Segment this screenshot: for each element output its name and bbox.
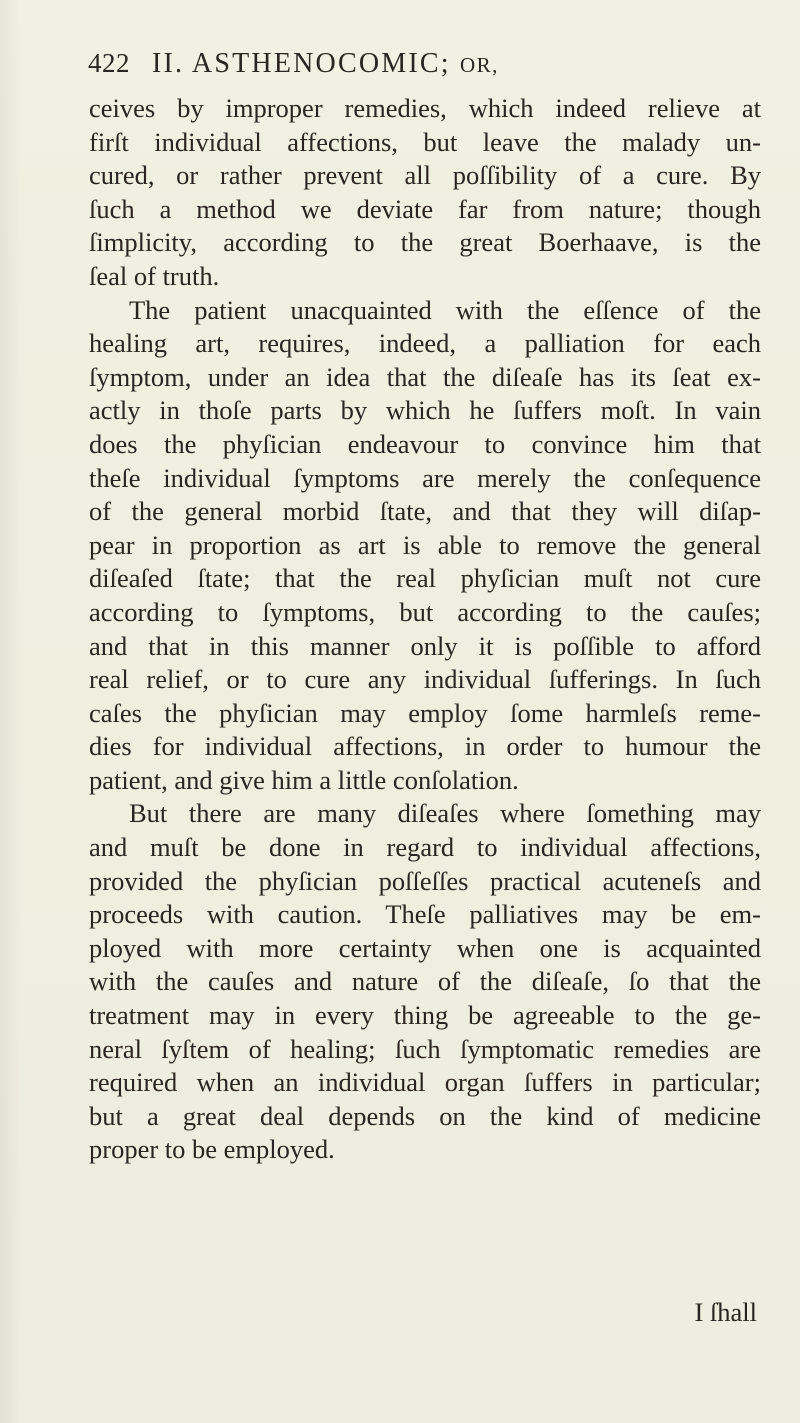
text-line: caſes the phyſician may employ ſome harmleſs reme- xyxy=(89,697,761,728)
text-line: But there are many diſeaſes where ſomething may xyxy=(129,798,761,829)
text-line: required when an individual organ ſuffers in particular; xyxy=(89,1067,761,1098)
text-line: provided the phyſician poſſeſſes practical acuteneſs and xyxy=(89,865,761,896)
text-line: with the cauſes and nature of the diſeaſe, ſo that the xyxy=(89,966,761,997)
running-head xyxy=(152,48,499,80)
text-line: ployed with more certainty when one is acquainted xyxy=(89,932,761,963)
running-head-small: OR, xyxy=(459,53,499,77)
text-line: and muſt be done in regard to individual affections, xyxy=(89,832,761,863)
text-line: ceives by improper remedies, which indeed relieve at xyxy=(89,93,761,123)
text-line: cured, or rather prevent all poſſibility of a cure. By xyxy=(89,160,761,191)
running-head-main: II. ASTHENOCOMIC; xyxy=(152,48,451,79)
text-line: real relief, or to cure any individual ſufferings. In ſuch xyxy=(89,664,761,695)
text-line: actly in thoſe parts by which he ſuffers moſt. In vain xyxy=(89,395,761,426)
text-line: ſimplicity, according to the great Boerhaave, is the xyxy=(89,227,761,258)
text-line: proper to be employed. xyxy=(89,1134,335,1165)
text-line: patient, and give him a little conſolation. xyxy=(89,764,519,795)
body-text xyxy=(89,92,761,1167)
page-gutter-shadow xyxy=(0,0,22,1423)
text-line: according to ſymptoms, but according to the cauſes; xyxy=(89,596,761,627)
text-line: treatment may in every thing be agreeable to the ge- xyxy=(89,1000,761,1031)
page-header xyxy=(88,48,758,92)
text-line: does the phyſician endeavour to convince him that xyxy=(89,428,761,459)
text-line: but a great deal depends on the kind of medicine xyxy=(89,1100,761,1131)
page-number: 422 xyxy=(88,48,130,78)
text-line: neral ſyſtem of healing; ſuch ſymptomatic remedies are xyxy=(89,1033,761,1064)
text-line: healing art, requires, indeed, a palliation for each xyxy=(89,328,761,359)
text-line: diſeaſed ſtate; that the real phyſician muſt not cure xyxy=(89,563,761,594)
catchword: I ſhall xyxy=(694,1297,757,1327)
text-line: pear in proportion as art is able to remove the general xyxy=(89,529,761,560)
text-line: ſeal of truth. xyxy=(89,260,220,291)
text-line: proceeds with caution. Theſe palliatives may be em- xyxy=(89,899,761,930)
text-line: ſuch a method we deviate far from nature; though xyxy=(89,193,761,224)
text-line: and that in this manner only it is poſſible to afford xyxy=(89,630,761,661)
text-line: of the general morbid ſtate, and that they will diſap- xyxy=(89,496,761,527)
text-line: theſe individual ſymptoms are merely the conſequence xyxy=(89,462,761,493)
text-line: dies for individual affections, in order to humour the xyxy=(89,731,761,762)
text-line: firſt individual affections, but leave the malady un- xyxy=(89,126,761,157)
text-line: The patient unacquainted with the eſſence of the xyxy=(129,294,761,325)
text-line: ſymptom, under an idea that the diſeaſe has its ſeat ex- xyxy=(89,361,761,392)
